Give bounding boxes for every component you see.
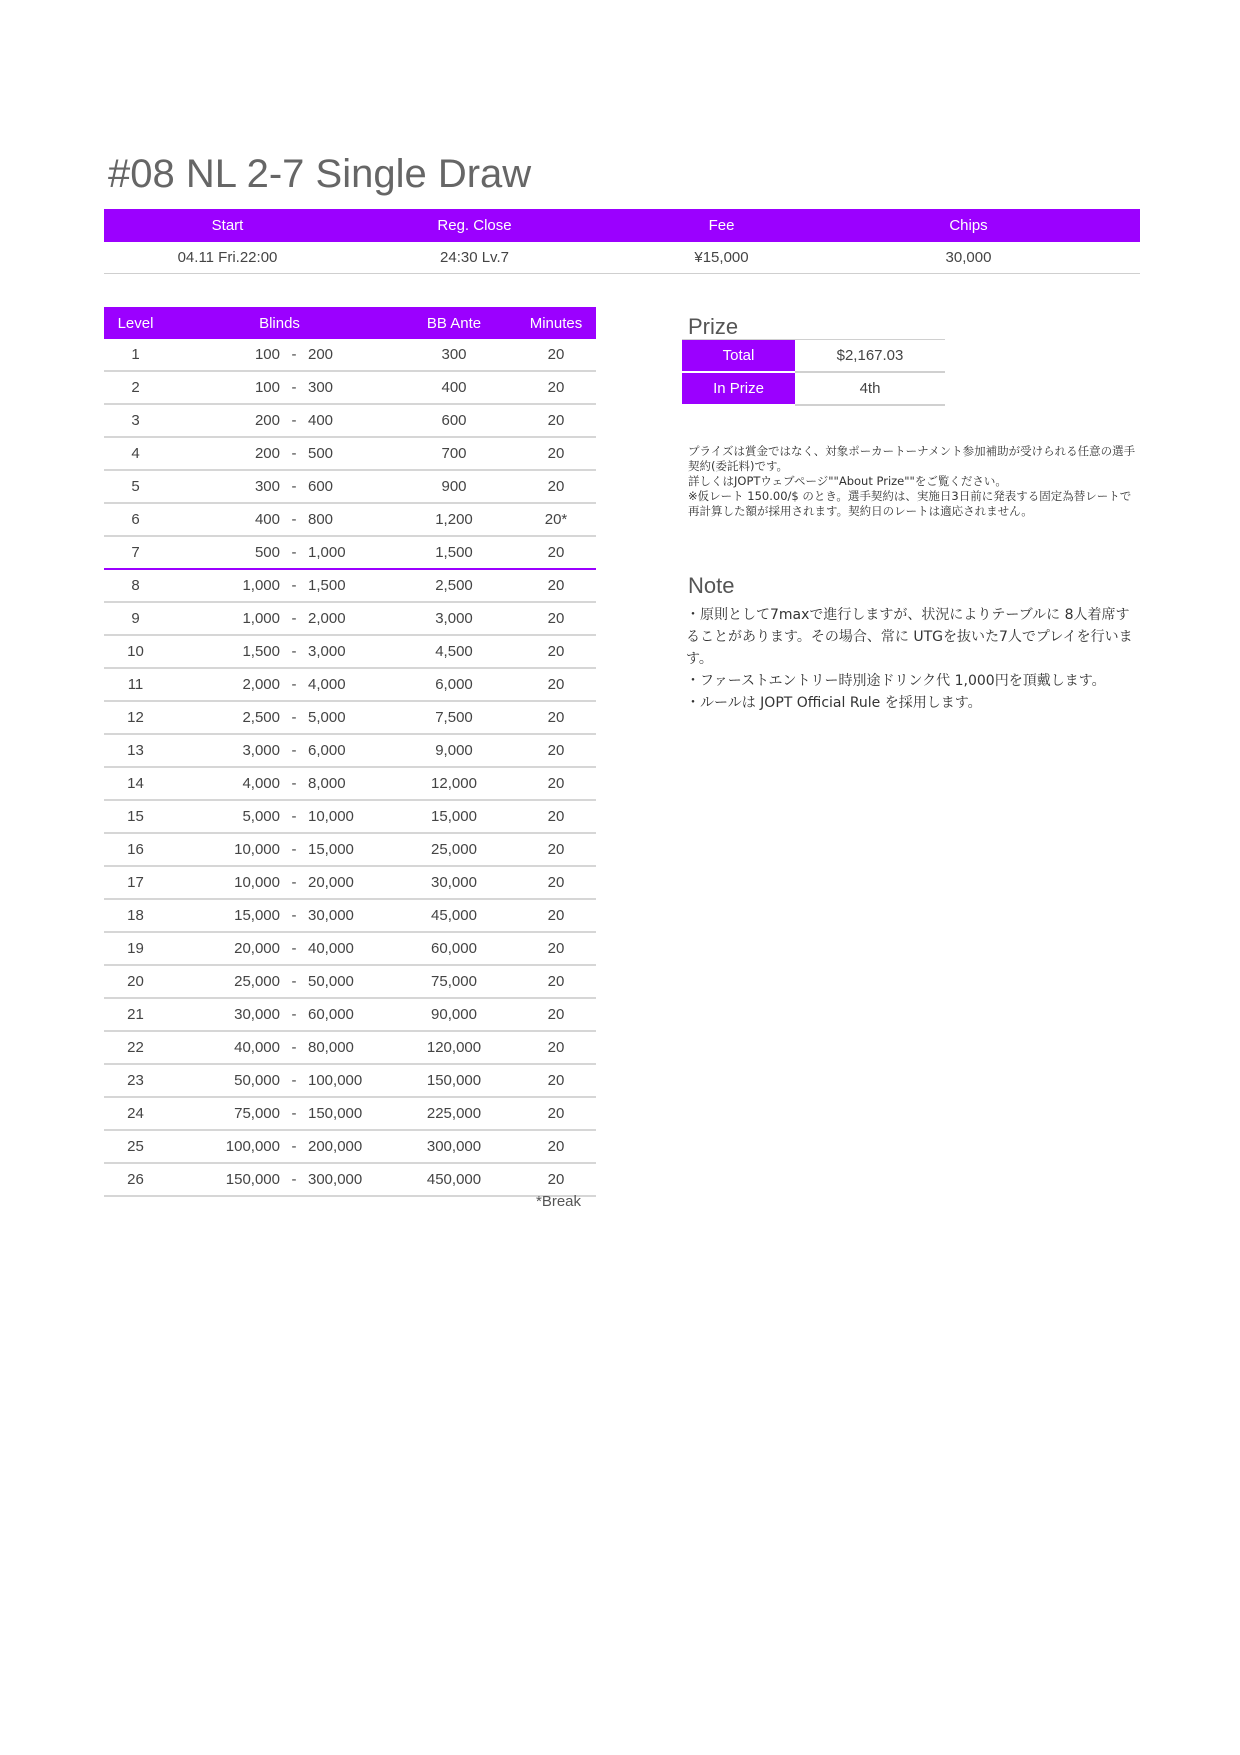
table-row [104,602,596,635]
table-row [104,899,596,932]
ante-cell: 120,000 [392,1031,516,1064]
ante-cell: 12,000 [392,767,516,800]
prize-note-line: ※仮レート 150.00/$ のとき。選手契約は、実施日3日前に発表する固定為替レートで再計算した額が採用されます。契約日のレートは適応されません。 [688,489,1132,518]
chips-value: 30,000 [945,249,992,266]
note-body [686,604,1136,714]
minutes-cell: 20 [516,470,596,503]
level-cell: 24 [104,1097,167,1130]
small-blind-cell: 100 [167,339,280,371]
blind-separator: - [280,899,308,932]
level-cell: 1 [104,339,167,371]
table-row [104,437,596,470]
big-blind-cell: 8,000 [308,767,392,800]
table-row [104,339,596,371]
small-blind-cell: 20,000 [167,932,280,965]
table-row [104,965,596,998]
small-blind-cell: 5,000 [167,800,280,833]
ante-cell: 300,000 [392,1130,516,1163]
small-blind-cell: 10,000 [167,866,280,899]
ante-cell: 4,500 [392,635,516,668]
fee-value: ¥15,000 [694,249,749,266]
prize-note-line: 詳しくはJOPTウェブページ""About Prize""をご覧ください。 [688,474,1007,488]
table-row [104,866,596,899]
big-blind-cell: 3,000 [308,635,392,668]
ante-cell: 45,000 [392,899,516,932]
big-blind-cell: 15,000 [308,833,392,866]
note-title: Note [688,573,735,598]
ante-cell: 3,000 [392,602,516,635]
level-cell: 7 [104,536,167,569]
level-cell: 12 [104,701,167,734]
minutes-cell: 20 [516,998,596,1031]
minutes-cell: 20 [516,668,596,701]
table-row [104,767,596,800]
small-blind-cell: 25,000 [167,965,280,998]
table-row [104,800,596,833]
small-blind-cell: 400 [167,503,280,536]
table-row [104,1097,596,1130]
table-row [104,668,596,701]
minutes-cell: 20 [516,1064,596,1097]
blind-separator: - [280,734,308,767]
big-blind-cell: 2,000 [308,602,392,635]
ante-cell: 150,000 [392,1064,516,1097]
ante-cell: 450,000 [392,1163,516,1196]
table-row [104,1130,596,1163]
table-row [104,998,596,1031]
level-cell: 8 [104,569,167,602]
event-info-table [104,209,1140,274]
ante-cell: 1,200 [392,503,516,536]
blind-separator: - [280,932,308,965]
page-title: #08 NL 2-7 Single Draw [108,152,532,196]
prize-table [682,339,945,406]
prize-inprize-row [682,372,945,405]
level-cell: 4 [104,437,167,470]
big-blind-cell: 150,000 [308,1097,392,1130]
ante-cell: 400 [392,371,516,404]
table-row [104,932,596,965]
event-info-values [104,242,1140,274]
minutes-cell: 20 [516,965,596,998]
small-blind-cell: 15,000 [167,899,280,932]
minutes-cell: 20 [516,833,596,866]
table-row [104,470,596,503]
small-blind-cell: 2,000 [167,668,280,701]
prize-total-row [682,340,945,373]
big-blind-cell: 4,000 [308,668,392,701]
note-line: ・原則として7maxで進行しますが、状況によりテーブルに 8人着席することがあります。その場合、常に UTGを抜いた7人でプレイを行います。 [686,607,1133,667]
level-cell: 18 [104,899,167,932]
small-blind-cell: 200 [167,404,280,437]
in-prize-value: 4th [795,372,945,405]
minutes-cell: 20 [516,1130,596,1163]
big-blind-cell: 80,000 [308,1031,392,1064]
blind-table-header [104,307,596,339]
chips-header: Chips [949,217,988,234]
small-blind-cell: 150,000 [167,1163,280,1196]
minutes-header: Minutes [516,307,596,339]
table-row [104,734,596,767]
minutes-cell: 20 [516,602,596,635]
big-blind-cell: 30,000 [308,899,392,932]
big-blind-cell: 800 [308,503,392,536]
ante-cell: 25,000 [392,833,516,866]
table-row [104,371,596,404]
minutes-cell: 20 [516,1163,596,1196]
ante-cell: 9,000 [392,734,516,767]
level-cell: 26 [104,1163,167,1196]
note-line: ・ルールは JOPT Official Rule を採用します。 [686,695,982,711]
blind-separator: - [280,569,308,602]
blind-separator: - [280,866,308,899]
big-blind-cell: 6,000 [308,734,392,767]
level-cell: 16 [104,833,167,866]
big-blind-cell: 10,000 [308,800,392,833]
minutes-cell: 20 [516,701,596,734]
table-row [104,701,596,734]
level-cell: 22 [104,1031,167,1064]
small-blind-cell: 40,000 [167,1031,280,1064]
table-row [104,569,596,602]
blind-separator: - [280,536,308,569]
prize-notes [688,444,1138,519]
level-cell: 20 [104,965,167,998]
ante-cell: 600 [392,404,516,437]
blind-separator: - [280,635,308,668]
big-blind-cell: 300,000 [308,1163,392,1196]
small-blind-cell: 4,000 [167,767,280,800]
minutes-cell: 20 [516,371,596,404]
big-blind-cell: 600 [308,470,392,503]
prize-title: Prize [688,314,739,339]
level-cell: 5 [104,470,167,503]
minutes-cell: 20* [516,503,596,536]
blind-separator: - [280,800,308,833]
blind-separator: - [280,437,308,470]
minutes-cell: 20 [516,932,596,965]
minutes-cell: 20 [516,734,596,767]
minutes-cell: 20 [516,404,596,437]
blind-separator: - [280,602,308,635]
small-blind-cell: 1,000 [167,602,280,635]
in-prize-label: In Prize [682,372,795,405]
level-cell: 25 [104,1130,167,1163]
big-blind-cell: 1,000 [308,536,392,569]
minutes-cell: 20 [516,339,596,371]
ante-header: BB Ante [392,307,516,339]
blind-separator: - [280,503,308,536]
minutes-cell: 20 [516,635,596,668]
small-blind-cell: 100 [167,371,280,404]
level-cell: 13 [104,734,167,767]
table-row [104,1163,596,1196]
break-footnote: *Break [536,1193,582,1210]
blind-separator: - [280,998,308,1031]
table-row [104,1031,596,1064]
total-value: $2,167.03 [795,340,945,373]
minutes-cell: 20 [516,866,596,899]
big-blind-cell: 400 [308,404,392,437]
level-header: Level [104,307,167,339]
ante-cell: 300 [392,339,516,371]
minutes-cell: 20 [516,800,596,833]
small-blind-cell: 50,000 [167,1064,280,1097]
level-cell: 6 [104,503,167,536]
note-line: ・ファーストエントリー時別途ドリンク代 1,000円を頂戴します。 [686,673,1106,689]
blind-separator: - [280,1097,308,1130]
big-blind-cell: 50,000 [308,965,392,998]
level-cell: 11 [104,668,167,701]
big-blind-cell: 500 [308,437,392,470]
fee-header: Fee [708,217,735,234]
level-cell: 23 [104,1064,167,1097]
big-blind-cell: 5,000 [308,701,392,734]
blind-separator: - [280,668,308,701]
level-cell: 2 [104,371,167,404]
prize-note-line: プライズは賞金ではなく、対象ポーカートーナメント参加補助が受けられる任意の選手契約(委託料)です。 [688,444,1136,473]
blind-separator: - [280,1031,308,1064]
ante-cell: 900 [392,470,516,503]
small-blind-cell: 500 [167,536,280,569]
minutes-cell: 20 [516,569,596,602]
blind-separator: - [280,404,308,437]
start-value: 04.11 Fri.22:00 [177,249,278,266]
table-row [104,635,596,668]
blind-separator: - [280,470,308,503]
ante-cell: 90,000 [392,998,516,1031]
blind-separator: - [280,1064,308,1097]
big-blind-cell: 40,000 [308,932,392,965]
small-blind-cell: 75,000 [167,1097,280,1130]
ante-cell: 700 [392,437,516,470]
table-row [104,833,596,866]
blind-separator: - [280,833,308,866]
big-blind-cell: 200 [308,339,392,371]
start-header: Start [211,217,244,234]
minutes-cell: 20 [516,767,596,800]
level-cell: 15 [104,800,167,833]
blind-separator: - [280,339,308,371]
level-cell: 3 [104,404,167,437]
small-blind-cell: 1,500 [167,635,280,668]
blind-separator: - [280,371,308,404]
level-cell: 17 [104,866,167,899]
blinds-header: Blinds [167,307,392,339]
total-label: Total [682,340,795,373]
level-cell: 14 [104,767,167,800]
blind-separator: - [280,965,308,998]
small-blind-cell: 100,000 [167,1130,280,1163]
small-blind-cell: 2,500 [167,701,280,734]
small-blind-cell: 3,000 [167,734,280,767]
small-blind-cell: 300 [167,470,280,503]
event-info-header [104,209,1140,242]
level-cell: 9 [104,602,167,635]
reg-close-value: 24:30 Lv.7 [440,249,509,266]
small-blind-cell: 200 [167,437,280,470]
minutes-cell: 20 [516,1031,596,1064]
ante-cell: 60,000 [392,932,516,965]
level-cell: 21 [104,998,167,1031]
level-cell: 19 [104,932,167,965]
big-blind-cell: 1,500 [308,569,392,602]
ante-cell: 1,500 [392,536,516,569]
small-blind-cell: 10,000 [167,833,280,866]
big-blind-cell: 20,000 [308,866,392,899]
ante-cell: 30,000 [392,866,516,899]
big-blind-cell: 60,000 [308,998,392,1031]
ante-cell: 6,000 [392,668,516,701]
table-row [104,404,596,437]
table-row [104,1064,596,1097]
ante-cell: 2,500 [392,569,516,602]
ante-cell: 75,000 [392,965,516,998]
big-blind-cell: 300 [308,371,392,404]
blind-separator: - [280,1130,308,1163]
minutes-cell: 20 [516,1097,596,1130]
table-row [104,536,596,569]
small-blind-cell: 30,000 [167,998,280,1031]
big-blind-cell: 100,000 [308,1064,392,1097]
minutes-cell: 20 [516,899,596,932]
small-blind-cell: 1,000 [167,569,280,602]
blind-structure-table [104,307,596,1197]
blind-separator: - [280,701,308,734]
minutes-cell: 20 [516,437,596,470]
reg-close-header: Reg. Close [437,217,512,234]
ante-cell: 225,000 [392,1097,516,1130]
ante-cell: 15,000 [392,800,516,833]
big-blind-cell: 200,000 [308,1130,392,1163]
table-row [104,503,596,536]
minutes-cell: 20 [516,536,596,569]
blind-separator: - [280,1163,308,1196]
level-cell: 10 [104,635,167,668]
ante-cell: 7,500 [392,701,516,734]
blind-separator: - [280,767,308,800]
